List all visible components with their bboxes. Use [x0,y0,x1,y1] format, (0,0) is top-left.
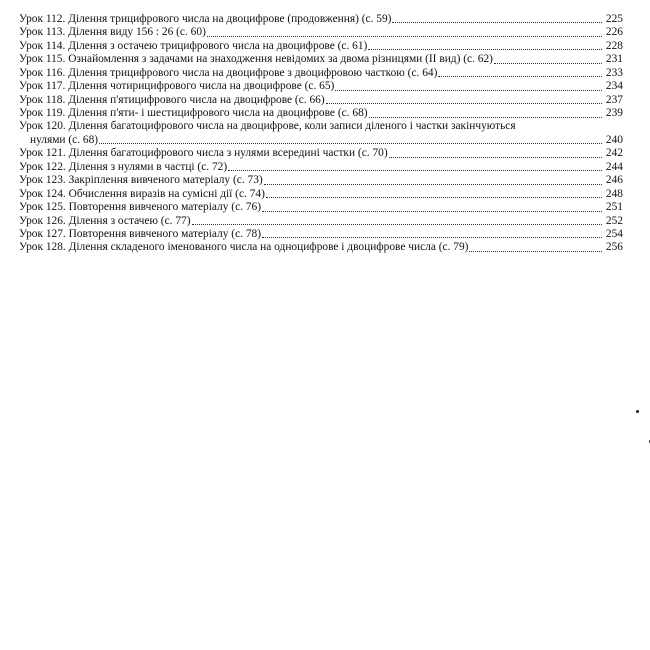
toc-entry-lesson-114[interactable] [19,40,623,53]
toc-page-number: 231 [605,53,623,66]
dot-leader [368,49,602,50]
dot-leader [207,36,602,37]
toc-entry-lesson-118[interactable] [19,94,623,107]
toc-entry-lesson-123[interactable] [19,174,623,187]
toc-entry-title: Урок 119. Ділення п'яти- і шестицифрового числа на двоцифрове (с. 68) [19,107,368,120]
toc-entry-lesson-126[interactable] [19,215,623,228]
toc-entry-lesson-115[interactable] [19,53,623,66]
dot-leader [192,224,602,225]
toc-entry-title-line-2: нулями (с. 68) [30,133,99,146]
toc-entry-lesson-125[interactable] [19,201,623,214]
toc-entry-lesson-113[interactable] [19,26,623,39]
dot-leader [326,103,602,104]
toc-entry-title: Урок 113. Ділення виду 156 : 26 (с. 60) [19,26,206,39]
toc-page-number: 234 [605,80,623,93]
dot-leader [228,170,602,171]
toc-page-number: 252 [605,214,623,227]
dot-leader [392,22,602,23]
toc-page-number: 226 [605,26,623,39]
toc-entry-title: Урок 127. Повторення вивченого матеріалу (с. 78) [19,228,262,240]
toc-page-number: 244 [605,160,623,173]
dot-leader [99,143,602,144]
dot-leader [335,90,602,91]
toc-page-number: 233 [605,66,623,79]
toc-entry-lesson-117[interactable] [19,80,623,93]
dot-leader [469,251,602,252]
dot-leader [369,117,602,118]
toc-entry-last-line [19,134,623,147]
toc-entry-title: Урок 123. Закріплення вивченого матеріалу (с. 73) [19,174,263,187]
table-of-contents [19,13,623,255]
toc-entry-lesson-116[interactable] [19,67,623,80]
toc-entry-lesson-120[interactable] [19,121,623,148]
toc-entry-lesson-124[interactable] [19,188,623,201]
toc-page-number: 228 [605,39,623,52]
toc-entry-title: Урок 117. Ділення чотирицифрового числа на двоцифрове (с. 65) [19,80,335,93]
dot-leader [262,237,602,238]
toc-page-number: 251 [605,201,623,214]
toc-entry-title: Урок 114. Ділення з остачею трицифрового числа на двоцифрове (с. 61) [19,39,368,52]
toc-entry-lesson-112[interactable] [19,13,623,26]
dot-leader [389,157,602,158]
toc-page-number: 225 [605,12,623,25]
toc-entry-title: Урок 125. Повторення вивченого матеріалу (с. 76) [19,201,262,214]
toc-entry-lesson-122[interactable] [19,161,623,174]
toc-entry-title: Урок 126. Ділення з остачею (с. 77) [19,214,191,227]
dot-leader [262,211,602,212]
toc-page-number: 248 [605,187,623,200]
dot-leader [266,197,602,198]
toc-entry-lesson-121[interactable] [19,147,623,160]
toc-entry-title: Урок 128. Ділення складеного іменованого числа на одноцифрове і двоцифрове числа (с. 79) [19,241,469,254]
toc-entry-title: Урок 118. Ділення п'ятицифрового числа на двоцифрове (с. 66) [19,93,325,106]
toc-page-number: 239 [605,107,623,120]
toc-entry-title-line-1: Урок 120. Ділення багатоцифрового числа на двоцифрове, коли записи діленого і частки закінчуються [19,120,516,133]
toc-page-number: 237 [605,93,623,106]
dot-leader [264,184,602,185]
dot-leader [494,63,602,64]
toc-entry-title: Урок 115. Ознайомлення з задачами на знаходження невідомих за двома різницями (ІІ вид) (с. 62) [19,53,493,66]
toc-entry-title: Урок 112. Ділення трицифрового числа на двоцифрове (продовження) (с. 59) [19,12,392,25]
toc-entry-lesson-128[interactable] [19,241,623,254]
dot-leader [438,76,602,77]
toc-entry-title: Урок 122. Ділення з нулями в частці (с. 72) [19,160,228,173]
toc-page-number: 256 [605,241,623,254]
toc-page-number: 240 [605,133,623,146]
toc-page-number: 254 [605,228,623,240]
toc-entry-title: Урок 121. Ділення багатоцифрового числа з нулями всередині частки (с. 70) [19,147,388,160]
toc-entry-title: Урок 116. Ділення трицифрового числа на двоцифрове з двоцифровою часткою (с. 64) [19,66,438,79]
toc-entry-lesson-119[interactable] [19,107,623,120]
toc-page-number: 246 [605,174,623,187]
scan-speck [636,410,639,413]
toc-entry-lesson-127[interactable] [19,228,623,241]
toc-entry-title: Урок 124. Обчислення виразів на сумісні дії (с. 74) [19,187,265,200]
toc-entry-title-block [19,120,623,147]
toc-page-number: 242 [605,147,623,160]
